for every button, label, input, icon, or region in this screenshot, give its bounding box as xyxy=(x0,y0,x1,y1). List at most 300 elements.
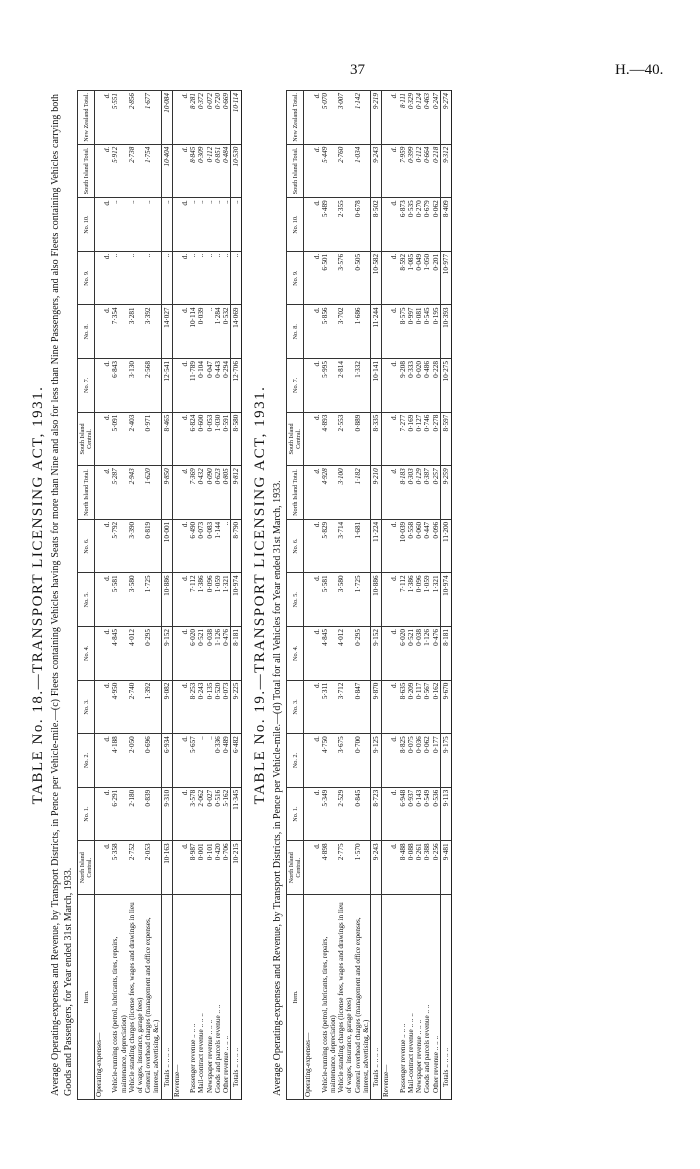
table-cell xyxy=(95,198,104,252)
table-cell xyxy=(382,787,391,841)
column-header: No. 9. xyxy=(287,251,304,305)
table-cell: 8·790 xyxy=(231,519,242,573)
table-cell: d. xyxy=(103,680,111,734)
table-cell: 3·130 xyxy=(128,359,144,413)
table-cell: 3·576 xyxy=(337,251,353,305)
table-body xyxy=(95,91,242,1100)
column-header: South Island Central. xyxy=(78,412,95,466)
table-cell: 0·516 xyxy=(214,787,222,841)
table-cell: 1·570 xyxy=(354,841,371,895)
table-title: TABLE No. 18.—TRANSPORT LICENSING ACT, 1931. xyxy=(30,385,46,805)
table-cell xyxy=(95,412,104,466)
table-cell: 0·476 xyxy=(222,627,231,681)
table-cell: 4·950 xyxy=(111,680,127,734)
table-cell: 9·481 xyxy=(440,841,451,895)
table-cell: d. xyxy=(313,198,321,252)
table-cell xyxy=(382,573,391,627)
table-cell: 0·489 xyxy=(222,734,231,788)
table-cell xyxy=(304,627,313,681)
table-cell xyxy=(304,841,313,895)
header-row xyxy=(287,91,304,1100)
table-cell: 10·114 xyxy=(231,91,242,145)
table-cell: d. xyxy=(313,91,321,145)
table-cell: d. xyxy=(390,680,398,734)
row-label: Mail-contract revenue .. .. .. xyxy=(197,895,205,1100)
table-cell: 2·760 xyxy=(337,144,353,198)
row-label: Goods and parcels revenue .. .. xyxy=(423,895,431,1100)
table-cell: 6·934 xyxy=(161,734,172,788)
table-cell: .. xyxy=(206,305,214,359)
table-cell: 0·805 xyxy=(222,466,231,520)
row-label: Passenger revenue .. .. .. xyxy=(189,895,197,1100)
table-cell: 1·620 xyxy=(144,466,161,520)
table-row xyxy=(337,91,353,1100)
table-cell: 1·681 xyxy=(354,519,371,573)
table-cell: d. xyxy=(103,519,111,573)
column-header: New Zealand Total. xyxy=(78,91,95,145)
table-cell: 0·088 xyxy=(407,841,415,895)
table-cell: 5·856 xyxy=(321,305,337,359)
table-cell: .. xyxy=(206,734,214,788)
row-label: Revenue— xyxy=(382,895,391,1100)
table-cell: 4·845 xyxy=(321,627,337,681)
table-cell xyxy=(172,251,181,305)
table-cell: .. xyxy=(222,519,231,573)
table-cell: d. xyxy=(103,198,111,252)
table-cell: 1·059 xyxy=(423,573,431,627)
column-header: North Island Total. xyxy=(78,466,95,520)
table-cell: 0·083 xyxy=(206,519,214,573)
table-cell: 2·738 xyxy=(128,144,144,198)
table-cell xyxy=(95,305,104,359)
table-cell: 10·886 xyxy=(161,573,172,627)
table-cell xyxy=(172,680,181,734)
table-cell xyxy=(382,91,391,145)
table-cell xyxy=(172,359,181,413)
table-cell: 1·030 xyxy=(214,412,222,466)
table-cell: .. xyxy=(161,251,172,305)
table-cell: 10·084 xyxy=(161,91,172,145)
table-cell xyxy=(382,734,391,788)
table-cell: d. xyxy=(313,627,321,681)
table-cell: 0·047 xyxy=(206,359,214,413)
table-cell: 8·465 xyxy=(161,412,172,466)
page-number: 37 xyxy=(350,62,365,78)
table-cell xyxy=(304,680,313,734)
table-cell: 0·075 xyxy=(407,734,415,788)
table-row xyxy=(313,91,321,1100)
table-cell: 0·520 xyxy=(214,680,222,734)
table-cell xyxy=(172,841,181,895)
rotated-page-content xyxy=(28,90,668,1100)
table-cell: d. xyxy=(181,734,189,788)
table-cell: 2·752 xyxy=(128,841,144,895)
row-label: Newspaper revenue .. .. .. xyxy=(415,895,423,1100)
table-cell: 3·392 xyxy=(144,305,161,359)
table-cell xyxy=(172,627,181,681)
table-cell: d. xyxy=(313,144,321,198)
table-cell xyxy=(304,466,313,520)
table-cell: 0·521 xyxy=(407,627,415,681)
table-cell: 10·393 xyxy=(440,305,451,359)
table-cell: 0·536 xyxy=(432,787,441,841)
table-cell: d. xyxy=(313,841,321,895)
table-cell: 0·112 xyxy=(206,144,214,198)
table-cell: d. xyxy=(390,359,398,413)
table-cell: 9·870 xyxy=(371,680,382,734)
table-cell: d. xyxy=(390,734,398,788)
table-18 xyxy=(30,90,242,1100)
table-cell: 0·545 xyxy=(423,305,431,359)
table-row xyxy=(321,91,337,1100)
table-cell: 0·591 xyxy=(222,412,231,466)
table-cell: d. xyxy=(181,359,189,413)
table-cell: 0·387 xyxy=(423,466,431,520)
table-row xyxy=(407,91,415,1100)
table-cell: 0·819 xyxy=(144,519,161,573)
table-cell: 10·582 xyxy=(371,251,382,305)
table-cell xyxy=(304,734,313,788)
table-cell: 0·303 xyxy=(407,466,415,520)
table-row xyxy=(222,91,231,1100)
table-cell xyxy=(172,198,181,252)
table-cell: d. xyxy=(313,305,321,359)
table-cell: .. xyxy=(189,251,197,305)
column-header: No. 9. xyxy=(78,251,95,305)
table-cell xyxy=(95,841,104,895)
column-header: No. 6. xyxy=(287,519,304,573)
table-cell: 6·948 xyxy=(399,787,407,841)
table-cell: 0·112 xyxy=(415,144,423,198)
table-cell: 8·281 xyxy=(189,91,197,145)
table-cell: 0·218 xyxy=(432,144,441,198)
table-cell: d. xyxy=(390,198,398,252)
table-cell: 0·135 xyxy=(206,680,214,734)
table-cell: 11·244 xyxy=(371,305,382,359)
table-cell: 5·995 xyxy=(321,359,337,413)
table-cell: d. xyxy=(390,573,398,627)
table-cell: 1·126 xyxy=(214,627,222,681)
table-cell: 0·270 xyxy=(415,198,423,252)
table-cell: d. xyxy=(103,91,111,145)
table-cell: 0·143 xyxy=(415,787,423,841)
column-header: Item. xyxy=(78,895,95,1100)
table-cell: d. xyxy=(103,412,111,466)
table-cell: .. xyxy=(214,251,222,305)
table-cell: 0·971 xyxy=(144,412,161,466)
table-row xyxy=(103,91,111,1100)
table-cell: 0·295 xyxy=(144,627,161,681)
table-cell: 10·977 xyxy=(440,251,451,305)
table-cell: .. xyxy=(144,251,161,305)
table-cell: 0·228 xyxy=(432,359,441,413)
row-label: Goods and parcels revenue .. .. xyxy=(214,895,222,1100)
column-header: South Island Total. xyxy=(287,144,304,198)
table-cell xyxy=(304,412,313,466)
table-cell: 4·928 xyxy=(321,466,337,520)
table-cell: d. xyxy=(181,519,189,573)
table-row xyxy=(181,91,189,1100)
table-cell: 0·096 xyxy=(432,519,441,573)
table-cell: 1·126 xyxy=(423,627,431,681)
row-label: Totals .. .. .. .. xyxy=(440,895,451,1100)
row-label: Newspaper revenue .. .. .. xyxy=(206,895,214,1100)
table-cell: 5·581 xyxy=(111,573,127,627)
table-cell: 1·386 xyxy=(197,573,205,627)
column-header: No. 8. xyxy=(78,305,95,359)
table-cell: 1·142 xyxy=(354,91,371,145)
table-cell xyxy=(172,466,181,520)
table-cell: 0·336 xyxy=(214,734,222,788)
table-cell: .. xyxy=(197,734,205,788)
table-cell xyxy=(95,573,104,627)
table-row xyxy=(144,91,161,1100)
table-cell: 6·291 xyxy=(111,787,127,841)
table-cell xyxy=(382,680,391,734)
table-cell: 0·049 xyxy=(415,251,423,305)
table-cell: 5·287 xyxy=(111,466,127,520)
header-row xyxy=(78,91,95,1100)
table-cell: 8·253 xyxy=(189,680,197,734)
table-caption: Average Operating-expenses and Revenue, by Transport Districts, in Pence per Vehicle-mile.—(c) Fleets containing Vehicles having Seats for more than Nine and also for less than Nine Passengers, and also Fleets containing Vehicles carrying both Goods and Passengers, for Year ended 31st March, 1933. xyxy=(50,94,74,1096)
table-cell: 4·012 xyxy=(337,627,353,681)
table-cell: 8·592 xyxy=(399,251,407,305)
table-cell: 5·581 xyxy=(321,573,337,627)
table-cell: 6·482 xyxy=(231,734,242,788)
table-cell: 2·943 xyxy=(128,466,144,520)
table-row xyxy=(432,91,441,1100)
table-cell: 2·355 xyxy=(337,198,353,252)
table-cell: 0·072 xyxy=(206,91,214,145)
table-cell: 12·706 xyxy=(231,359,242,413)
table-cell: 0·623 xyxy=(214,466,222,520)
table-cell: 0·432 xyxy=(197,466,205,520)
table-cell: 1·144 xyxy=(214,519,222,573)
table-cell: 0·209 xyxy=(407,680,415,734)
table-cell xyxy=(304,787,313,841)
table-cell xyxy=(95,251,104,305)
table-row xyxy=(128,91,144,1100)
table-cell: 0·997 xyxy=(407,305,415,359)
table-row xyxy=(111,91,127,1100)
table-cell: 1·321 xyxy=(432,573,441,627)
table-cell: 4·750 xyxy=(321,734,337,788)
table-cell: 9·210 xyxy=(371,466,382,520)
table-cell: 1·386 xyxy=(407,573,415,627)
table-cell: 0·532 xyxy=(222,305,231,359)
table-cell: 4·012 xyxy=(128,627,144,681)
table-cell: 9·125 xyxy=(371,734,382,788)
column-header: South Island Total. xyxy=(78,144,95,198)
table-cell xyxy=(304,144,313,198)
table-cell: 11·224 xyxy=(371,519,382,573)
table-cell: 8·845 xyxy=(189,144,197,198)
table-cell: d. xyxy=(103,144,111,198)
table-cell: d. xyxy=(181,627,189,681)
column-header: North Island Total. xyxy=(287,466,304,520)
table-cell xyxy=(304,198,313,252)
table-cell: d. xyxy=(313,680,321,734)
table-cell: .. xyxy=(231,198,242,252)
table-cell: d. xyxy=(103,627,111,681)
table-cell xyxy=(382,359,391,413)
table-cell: 2·856 xyxy=(128,91,144,145)
table-cell: 5·349 xyxy=(321,787,337,841)
table-cell: d. xyxy=(390,251,398,305)
table-cell: d. xyxy=(390,466,398,520)
column-header: No. 4. xyxy=(78,627,95,681)
table-cell: 0·720 xyxy=(214,91,222,145)
table-cell: 0·036 xyxy=(415,734,423,788)
table-cell: 8·488 xyxy=(399,841,407,895)
table-cell: 0·696 xyxy=(144,734,161,788)
column-header: No. 3. xyxy=(287,680,304,734)
table-cell: d. xyxy=(313,787,321,841)
table-cell: 0·486 xyxy=(423,359,431,413)
table-cell xyxy=(95,91,104,145)
table-cell: d. xyxy=(313,359,321,413)
table-cell xyxy=(382,305,391,359)
totals-row xyxy=(371,91,382,1100)
column-header: No. 2. xyxy=(287,734,304,788)
table-cell: 6·020 xyxy=(189,627,197,681)
table-cell: 10·530 xyxy=(231,144,242,198)
table-row xyxy=(197,91,205,1100)
column-header: North Island Central. xyxy=(78,841,95,895)
column-header: No. 5. xyxy=(287,573,304,627)
table-cell: d. xyxy=(181,466,189,520)
table-cell: 9·152 xyxy=(371,627,382,681)
table-cell: 0·746 xyxy=(423,412,431,466)
row-label: Operating-expenses— xyxy=(304,895,313,1100)
table-cell: 6·501 xyxy=(321,251,337,305)
table-cell: 0·053 xyxy=(206,412,214,466)
table-cell: d. xyxy=(103,734,111,788)
row-label: Other revenue .. .. .. xyxy=(432,895,441,1100)
table-cell xyxy=(382,412,391,466)
table-cell: 5·358 xyxy=(111,841,127,895)
table-cell: 0·162 xyxy=(432,680,441,734)
table-cell: d. xyxy=(390,627,398,681)
table-cell: d. xyxy=(313,734,321,788)
table-cell: 0·567 xyxy=(423,680,431,734)
row-label xyxy=(103,895,111,1100)
table-cell: 8·502 xyxy=(371,198,382,252)
totals-row xyxy=(231,91,242,1100)
table-row xyxy=(95,91,104,1100)
column-header: No. 2. xyxy=(78,734,95,788)
table-cell: 5·070 xyxy=(321,91,337,145)
table-cell: 1·754 xyxy=(144,144,161,198)
column-header: No. 3. xyxy=(78,680,95,734)
table-cell: 5·912 xyxy=(111,144,127,198)
table-cell: 0·261 xyxy=(415,841,423,895)
table-cell: 3·390 xyxy=(128,519,144,573)
table-cell: 9·850 xyxy=(161,466,172,520)
table-cell: 10·275 xyxy=(440,359,451,413)
table-header xyxy=(78,91,95,1100)
table-cell: 0·388 xyxy=(423,841,431,895)
table-cell: d. xyxy=(103,466,111,520)
table-cell xyxy=(172,144,181,198)
table-cell: 2·529 xyxy=(337,787,353,841)
table-cell: 0·845 xyxy=(354,787,371,841)
row-label: General overhead charges (management and office expenses, interest, advertising, &c.) xyxy=(144,895,161,1100)
table-cell: 10·215 xyxy=(231,841,242,895)
table-cell: 0·039 xyxy=(197,305,205,359)
table-cell: 0·243 xyxy=(197,680,205,734)
table-cell: 0·549 xyxy=(423,787,431,841)
table-cell: d. xyxy=(181,841,189,895)
table-cell xyxy=(95,734,104,788)
table-cell xyxy=(382,627,391,681)
table-cell: d. xyxy=(313,573,321,627)
table-cell: 9·274 xyxy=(440,91,451,145)
table-cell: 10·001 xyxy=(161,519,172,573)
table-cell: 8·575 xyxy=(399,305,407,359)
table-cell: 1·686 xyxy=(354,305,371,359)
table-cell: 1·392 xyxy=(144,680,161,734)
table-cell: 0·127 xyxy=(415,412,423,466)
table-cell: 0·195 xyxy=(432,305,441,359)
table-cell: 5·162 xyxy=(222,787,231,841)
table-row xyxy=(304,91,313,1100)
table-cell: 1·085 xyxy=(407,251,415,305)
column-header: No. 10. xyxy=(287,198,304,252)
table-cell: .. xyxy=(231,251,242,305)
table-cell xyxy=(172,573,181,627)
table-cell: d. xyxy=(103,573,111,627)
table-cell: 1·725 xyxy=(354,573,371,627)
table-cell: .. xyxy=(144,198,161,252)
table-cell: 12·541 xyxy=(161,359,172,413)
table-cell: 8·723 xyxy=(371,787,382,841)
row-label: Vehicle-running costs (petrol, lubricants, tires, repairs, maintenance, depreciation) xyxy=(321,895,337,1100)
table-cell xyxy=(172,519,181,573)
table-cell: 7·354 xyxy=(111,305,127,359)
table-cell: 0·679 xyxy=(423,198,431,252)
table-cell: .. xyxy=(111,198,127,252)
column-header: North Island Central. xyxy=(287,841,304,895)
table-cell: .. xyxy=(111,251,127,305)
table-cell xyxy=(172,91,181,145)
table-row xyxy=(172,91,181,1100)
table-cell: 2·403 xyxy=(128,412,144,466)
table-cell: d. xyxy=(390,305,398,359)
table-cell: 0·256 xyxy=(432,841,441,895)
table-caption: Average Operating-expenses and Revenue, by Transport Districts, in Pence per Vehicle-mile.—(d) Total for all Vehicles for Year ended 31st March, 1933. xyxy=(272,480,284,1096)
table-cell: 5·311 xyxy=(321,680,337,734)
table-cell: .. xyxy=(197,198,205,252)
table-cell: 0·558 xyxy=(407,519,415,573)
table-cell: 0·706 xyxy=(222,841,231,895)
table-cell: 9·175 xyxy=(440,734,451,788)
table-cell: d. xyxy=(103,251,111,305)
table-cell: 9·259 xyxy=(440,466,451,520)
table-cell: 0·177 xyxy=(432,734,441,788)
table-cell: 0·169 xyxy=(407,412,415,466)
row-label: Passenger revenue .. .. .. xyxy=(399,895,407,1100)
row-label: Vehicle standing charges (license fees, wages and drawings in lieu of wages, insurance, garage fees) xyxy=(128,895,144,1100)
column-header: No. 8. xyxy=(287,305,304,359)
table-cell: d. xyxy=(181,144,189,198)
table-cell: d. xyxy=(390,412,398,466)
table-cell: 10·404 xyxy=(161,144,172,198)
table-cell: 3·714 xyxy=(337,519,353,573)
table-cell xyxy=(382,519,391,573)
table-cell: 0·847 xyxy=(354,680,371,734)
table-cell: 9·310 xyxy=(161,787,172,841)
